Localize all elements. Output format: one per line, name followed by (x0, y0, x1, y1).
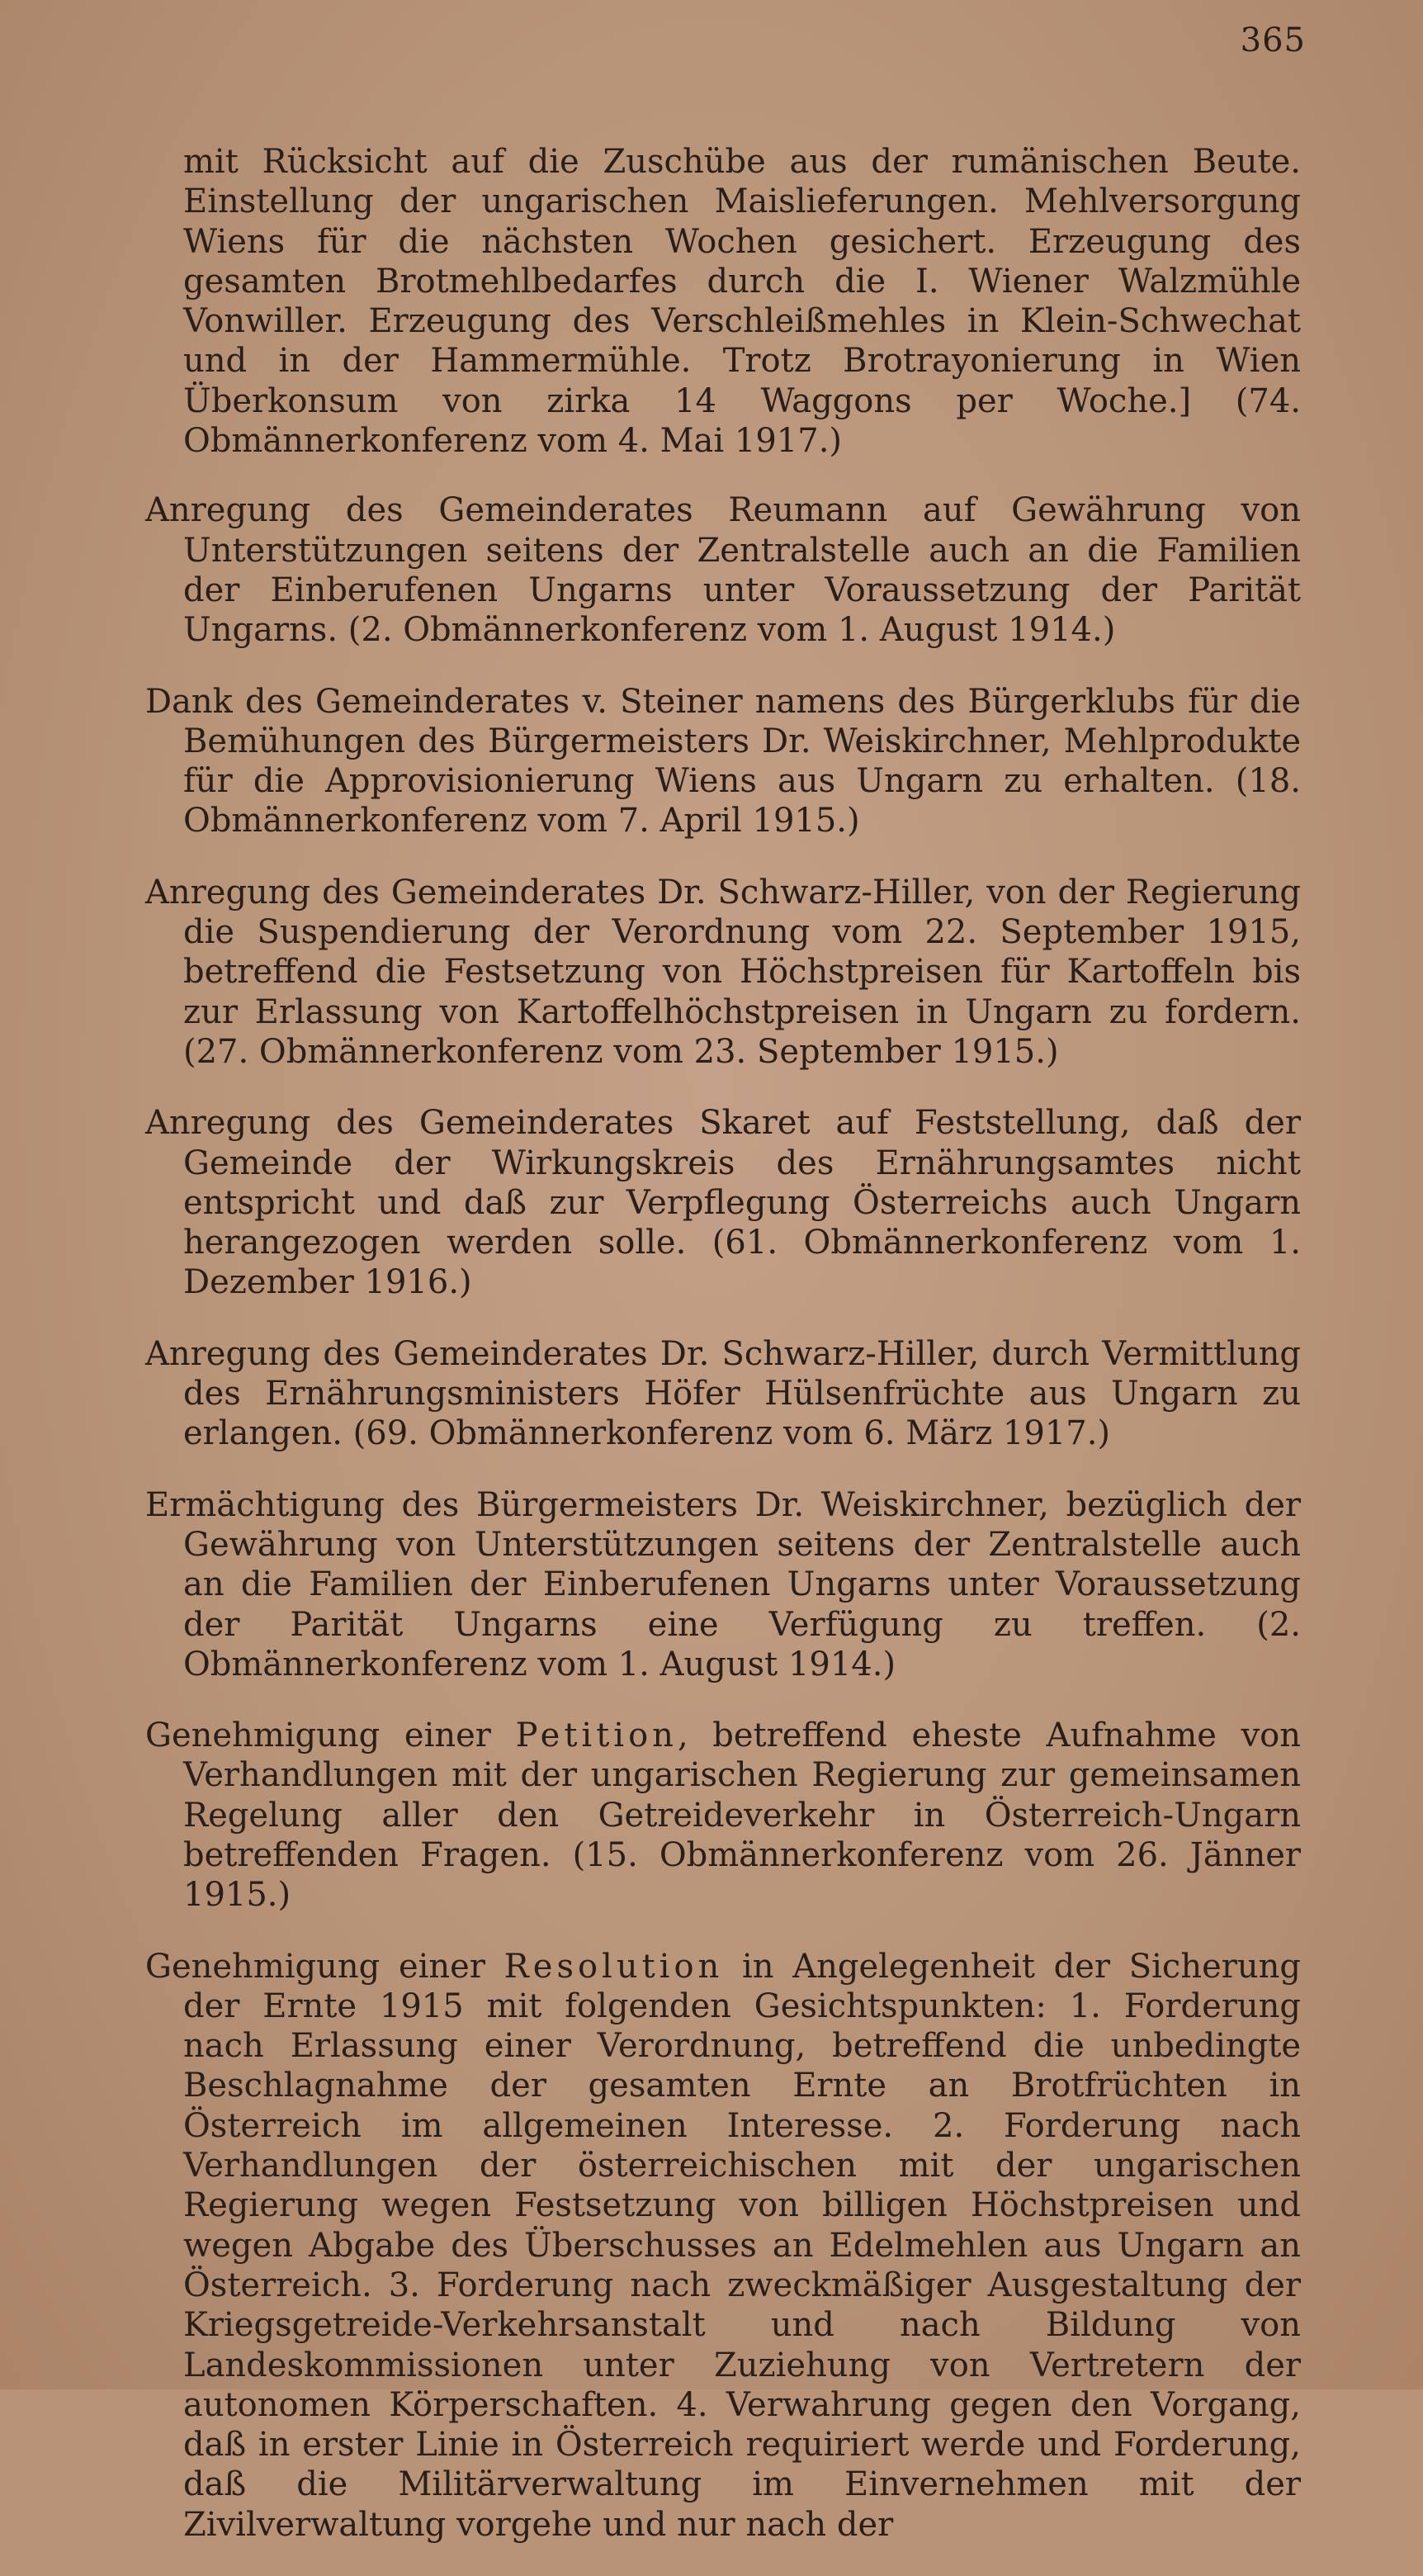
entry-petition (145, 1716, 1301, 1915)
page-number: 365 (1240, 21, 1306, 59)
entry-resolution-after: in Angelegenheit der Sicherung der Ernte 1915 mit folgenden Gesichtspunkten: 1. Forderung nach Erlassung einer Verordnung, betreffend die unbedingte Beschlagnahme der gesamten Ernte an Brotfrüchten in Österreich im allgemeinen Interesse. 2. Forderung nach Verhandlungen der österreichischen mit der ungarischen Regierung wegen Festsetzung von billigen Höchstpreisen und wegen Abgabe des Überschusses an Edelmehlen aus Ungarn an Österreich. 3. Forderung nach zweckmäßiger Ausgestaltung der Kriegsgetreide-Verkehrsanstalt und nach Bildung von Landeskommissionen unter Zuziehung von Vertretern der autonomen Körperschaften. 4. Verwahrung gegen den Vorgang, daß in erster Linie in Österreich requiriert werde und Forderung, daß die Militärverwaltung im Einvernehmen mit der Zivilverwaltung vorgehe und nur nach der (183, 1947, 1301, 2544)
entry-skaret: Anregung des Gemeinderates Skaret auf Feststellung, daß der Gemeinde der Wirkungskreis des Ernährungsamtes nicht entspricht und daß zur Verpflegung Österreichs auch Ungarn herangezogen werden solle. (61. Obmännerkonferenz vom 1. Dezember 1916.) (145, 1104, 1301, 1302)
entry-resolution (145, 1947, 1301, 2545)
entry-schwarz-hiller-kartoffeln: Anregung des Gemeinderates Dr. Schwarz-Hiller, von der Regierung die Suspendierung der Verordnung vom 22. September 1915, betreffend die Festsetzung von Höchstpreisen für Kartoffeln bis zur Erlassung von Kartoffelhöchstpreisen in Ungarn zu fordern. (27. Obmännerkonferenz vom 23. September 1915.) (145, 873, 1301, 1071)
entry-schwarz-hiller-huelsenfruechte: Anregung des Gemeinderates Dr. Schwarz-Hiller, durch Vermittlung des Ernährungsministers Höfer Hülsenfrüchte aus Ungarn zu erlangen. (69. Obmännerkonferenz vom 6. März 1917.) (145, 1334, 1301, 1453)
entry-continuation: mit Rücksicht auf die Zuschübe aus der rumänischen Beute. Einstellung der ungarischen Maislieferungen. Mehlversorgung Wiens für die nächsten Wochen gesichert. Erzeugung des gesamten Brotmehlbedarfes durch die I. Wiener Walzmühle Vonwiller. Erzeugung des Verschleißmehles in Klein-Schwechat und in der Hammermühle. Trotz Brotrayonierung in Wien Überkonsum von zirka 14 Waggons per Woche.] (74. Obmännerkonferenz vom 4. Mai 1917.) (183, 143, 1301, 461)
entry-resolution-before: Genehmigung einer (145, 1947, 504, 1986)
entry-petition-after: , betreffend eheste Aufnahme von Verhandlungen mit der ungarischen Regierung zur gemeinsamen Regelung aller den Getreideverkehr in Österreich-Ungarn betreffenden Fragen. (15. Obmännerkonferenz vom 26. Jänner 1915.) (183, 1717, 1302, 1915)
entry-steiner: Dank des Gemeinderates v. Steiner namens des Bürgerklubs für die Bemühungen des Bürgermeisters Dr. Weiskirchner, Mehlprodukte für die Approvisionierung Wiens aus Ungarn zu erhalten. (18. Obmännerkonferenz vom 7. April 1915.) (145, 682, 1301, 841)
entry-petition-keyword: Petition (515, 1717, 678, 1755)
entry-ermaechtigung: Ermächtigung des Bürgermeisters Dr. Weiskirchner, bezüglich der Gewährung von Unterstützungen seitens der Zentralstelle auch an die Familien der Einberufenen Ungarns unter Voraussetzung der Parität Ungarns eine Verfügung zu treffen. (2. Obmännerkonferenz vom 1. August 1914.) (145, 1485, 1301, 1683)
entry-reumann: Anregung des Gemeinderates Reumann auf Gewährung von Unterstützungen seitens der Zentralstelle auch an die Familien der Einberufenen Ungarns unter Voraussetzung der Parität Ungarns. (2. Obmännerkonferenz vom 1. August 1914.) (145, 491, 1301, 650)
entry-resolution-keyword: Resolution (503, 1947, 724, 1986)
entry-petition-before: Genehmigung einer (145, 1717, 516, 1755)
index-entries (145, 142, 1301, 2576)
